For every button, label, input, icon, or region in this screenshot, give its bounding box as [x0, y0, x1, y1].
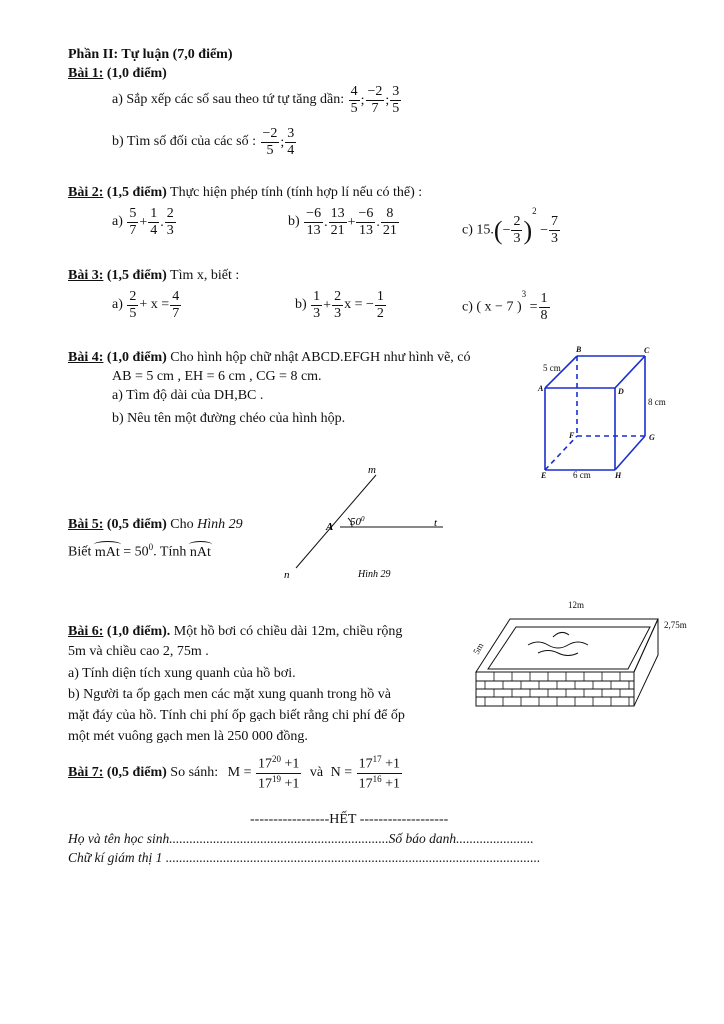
- b6-b3: một mét vuông gạch men là 250 000 đồng.: [68, 729, 308, 744]
- edge-hg: [615, 436, 645, 470]
- label-a: A: [538, 384, 544, 393]
- b6-a: a) Tính diện tích xung quanh của hồ bơi.: [68, 666, 296, 681]
- b3-b: b) $\frac{1}{3}$ + $\frac{2}{3}$ x = − $\frac{1}{2}$: [295, 289, 384, 322]
- b6-heading: Bài 6: (1,0 điểm). Một hồ bơi có chiều dài 12m, chiều rộng: [68, 624, 403, 639]
- water-waves: [528, 632, 588, 655]
- label-ab-length: 5 cm: [543, 363, 561, 373]
- b6-b1: b) Người ta ốp gạch men các mặt xung quanh trong hồ và: [68, 687, 391, 702]
- b1-a: a) Sắp xếp các số sau theo tứ tự tăng dần: $\frac{4}{5}$ ; $\frac{-2}{7}$ ; $\frac{3}{5}$: [112, 84, 400, 117]
- label-width: 5m: [471, 641, 486, 656]
- figure-caption: Hình 29: [358, 569, 391, 580]
- label-height: 2,75m: [664, 620, 687, 630]
- label-length: 12m: [568, 600, 585, 610]
- b4-heading: Bài 4: (1,0 điểm) Cho hình hộp chữ nhật ABCD.EFGH như hình vẽ, có: [68, 350, 471, 365]
- label-b: B: [576, 345, 582, 354]
- b4-a: a) Tìm độ dài của DH,BC .: [112, 388, 264, 403]
- end-marker: -----------------HẾT -------------------: [250, 812, 449, 827]
- pool-inner: [488, 627, 650, 669]
- b6-line2: 5m và chiều cao 2, 75m .: [68, 644, 209, 659]
- label-g: G: [649, 433, 655, 442]
- label-f: F: [569, 431, 575, 440]
- b4-b: b) Nêu tên một đường chéo của hình hộp.: [112, 411, 346, 426]
- label-eh-length: 6 cm: [573, 470, 591, 480]
- fraction: $\frac{3}{5}$: [392, 84, 400, 117]
- angle-figure: [278, 460, 458, 585]
- b2-a: a) $\frac{5}{7}$ + $\frac{1}{4}$ . $\frac{2}{3}$: [112, 206, 174, 239]
- b3-heading: Bài 3: (1,5 điểm) Tìm x, biết :: [68, 268, 240, 283]
- b3-a: a) $\frac{2}{5}$ + x = $\frac{4}{7}$: [112, 289, 180, 322]
- b3-c: c) ( x − 7 )$^3$ = $\frac{1}{8}$: [462, 289, 548, 324]
- b1-b: b) Tìm số đối của các số : $\frac{-2}{5}$ ; $\frac{3}{4}$: [112, 126, 295, 159]
- box-figure: [535, 343, 675, 483]
- label-h: H: [615, 471, 622, 480]
- edge-ef: [545, 436, 577, 470]
- b1-heading: Bài 1: (1,0 điểm): [68, 66, 167, 81]
- label-a: A: [326, 521, 334, 533]
- label-t: t: [434, 517, 438, 529]
- b5-heading: Bài 5: (0,5 điểm) Cho Hình 29: [68, 517, 243, 532]
- invigilator-sign-line: Chữ kí giám thị 1 ...............................................................................................................: [68, 850, 541, 865]
- student-name-line: Họ và tên học sinh.................................................................Số báo danh.......................: [68, 831, 534, 846]
- label-c: C: [644, 346, 650, 355]
- fraction: $\frac{4}{5}$: [350, 84, 358, 117]
- label-cg-length: 8 cm: [648, 397, 666, 407]
- b6-b2: mặt đáy của hồ. Tính chi phí ốp gạch biết rằng chi phí để ốp: [68, 708, 405, 723]
- label-m: m: [368, 464, 376, 476]
- b2-c: c) 15.(− $\frac{2}{3}$ )$^2$ − $\frac{7}{3}$: [462, 206, 559, 247]
- b2-b: b) $\frac{-6}{13}$ . $\frac{13}{21}$ + $\frac{-6}{13}$ . $\frac{8}{21}$: [288, 206, 397, 239]
- b7: Bài 7: (0,5 điểm) So sánh: M = $\frac{17^{20} +1}{17^{19} +1}$ và N = $\frac{17^{17} +1}{17^{16} +1}$: [68, 754, 401, 792]
- fraction: $\frac{3}{4}$: [287, 126, 295, 159]
- label-angle: $50^0$: [350, 515, 365, 528]
- label-e: E: [541, 471, 547, 480]
- b4-line2: AB = 5 cm , EH = 6 cm , CG = 8 cm.: [112, 369, 322, 384]
- b5-line2: Biết mAt = $50^0$. Tính nAt: [68, 542, 211, 560]
- fraction: $\frac{-2}{5}$: [262, 126, 278, 159]
- part-title: Phần II: Tự luận (7,0 điểm): [68, 47, 233, 62]
- label-n: n: [284, 569, 290, 581]
- edge-dc: [615, 356, 645, 388]
- pool-side-wall: [634, 619, 658, 706]
- fraction: $\frac{-2}{7}$: [367, 84, 383, 117]
- b2-heading: Bài 2: (1,5 điểm) Thực hiện phép tính (tính hợp lí nếu có thể) :: [68, 185, 423, 200]
- label-d: D: [618, 387, 624, 396]
- pool-figure: [468, 597, 704, 715]
